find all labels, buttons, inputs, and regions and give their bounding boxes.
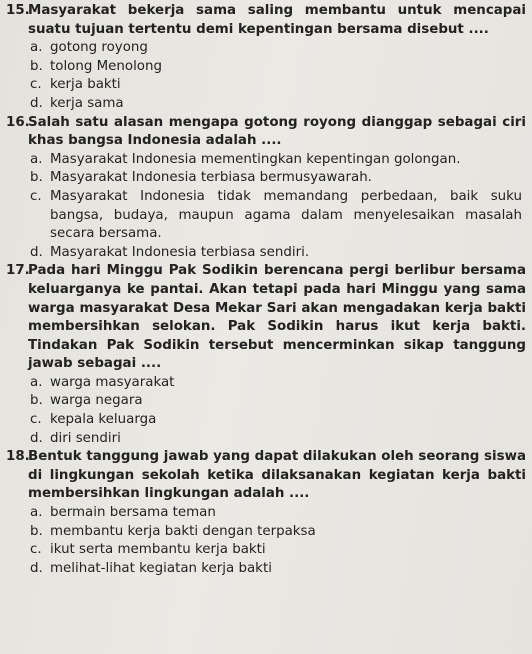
option-letter: d. <box>30 560 43 576</box>
answer-option[interactable] <box>30 244 526 263</box>
option-text: kerja sama <box>50 95 124 111</box>
answer-options <box>6 39 526 113</box>
question-text: Masyarakat bekerja sama saling membantu untuk mencapai suatu tujuan tertentu demi kepentingan bersama disebut .... <box>28 3 526 37</box>
question-17 <box>6 262 526 448</box>
option-text: diri sendiri <box>50 430 121 446</box>
question-text: Salah satu alasan mengapa gotong royong dianggap sebagai ciri khas bangsa Indonesia adalah .... <box>28 114 526 149</box>
option-text: tolong Menolong <box>50 58 162 74</box>
option-text: bermain bersama teman <box>50 505 216 521</box>
option-letter: a. <box>30 151 43 167</box>
answer-option[interactable] <box>30 188 526 244</box>
option-letter: d. <box>30 430 43 446</box>
question-stem <box>6 262 526 374</box>
option-text: warga masyarakat <box>50 374 175 390</box>
answer-option[interactable] <box>30 560 526 579</box>
answer-option[interactable] <box>30 392 526 411</box>
option-letter: c. <box>30 542 42 558</box>
option-text: Masyarakat Indonesia mementingkan kepentingan golongan. <box>50 151 461 167</box>
option-letter: d. <box>30 244 43 260</box>
answer-option[interactable] <box>30 58 526 77</box>
option-text: melihat-lihat kegiatan kerja bakti <box>50 560 272 576</box>
option-text: Masyarakat Indonesia terbiasa sendiri. <box>50 244 310 260</box>
option-letter: c. <box>30 412 42 428</box>
question-number: 16. <box>6 114 30 130</box>
option-text: membantu kerja bakti dengan terpaksa <box>50 523 316 539</box>
answer-option[interactable] <box>30 504 526 523</box>
option-letter: a. <box>30 374 43 390</box>
option-text: kerja bakti <box>50 77 121 93</box>
question-stem <box>6 2 526 39</box>
option-letter: c. <box>30 77 42 93</box>
question-number: 18. <box>6 449 30 465</box>
answer-options <box>6 151 526 263</box>
option-letter: b. <box>30 170 43 186</box>
answer-option[interactable] <box>30 76 526 95</box>
option-text: Masyarakat Indonesia tidak memandang perbedaan, baik suku bangsa, budaya, maupun agama dalam menyelesaikan masalah secara bersama. <box>50 188 522 242</box>
option-letter: c. <box>30 188 42 204</box>
answer-option[interactable] <box>30 39 526 58</box>
option-text: gotong royong <box>50 40 148 56</box>
answer-option[interactable] <box>30 411 526 430</box>
question-stem <box>6 114 526 151</box>
option-text: ikut serta membantu kerja bakti <box>50 542 266 558</box>
answer-option[interactable] <box>30 541 526 560</box>
answer-option[interactable] <box>30 95 526 114</box>
question-15 <box>6 2 526 114</box>
answer-option[interactable] <box>30 151 526 170</box>
answer-option[interactable] <box>30 430 526 449</box>
question-18 <box>6 448 526 578</box>
question-number: 15. <box>6 3 30 18</box>
option-text: kepala keluarga <box>50 412 157 428</box>
question-text: Pada hari Minggu Pak Sodikin berencana pergi berlibur bersama keluarganya ke pantai. Akan tetapi pada hari Minggu yang sama warga masyarakat Desa Mekar Sari akan mengadakan kerja bakti membersihkan selokan. Pak Sodikin harus ikut kerja bakti. Tindakan Pak Sodikin tersebut mencerminkan sikap tanggung jawab sebagai .... <box>28 263 526 372</box>
answer-option[interactable] <box>30 169 526 188</box>
option-letter: b. <box>30 58 43 74</box>
question-16 <box>6 114 526 263</box>
question-number: 17. <box>6 263 30 279</box>
question-stem <box>6 448 526 504</box>
answer-option[interactable] <box>30 374 526 393</box>
option-letter: a. <box>30 505 43 521</box>
option-text: warga negara <box>50 393 143 409</box>
option-letter: a. <box>30 40 43 56</box>
question-text: Bentuk tanggung jawab yang dapat dilakukan oleh seorang siswa di lingkungan sekolah ketika dilaksanakan kegiatan kerja bakti membersihkan lingkungan adalah .... <box>28 449 526 502</box>
option-letter: d. <box>30 95 43 111</box>
answer-option[interactable] <box>30 523 526 542</box>
option-letter: b. <box>30 523 43 539</box>
answer-options <box>6 374 526 448</box>
answer-options <box>6 504 526 578</box>
option-text: Masyarakat Indonesia terbiasa bermusyawarah. <box>50 170 372 186</box>
option-letter: b. <box>30 393 43 409</box>
